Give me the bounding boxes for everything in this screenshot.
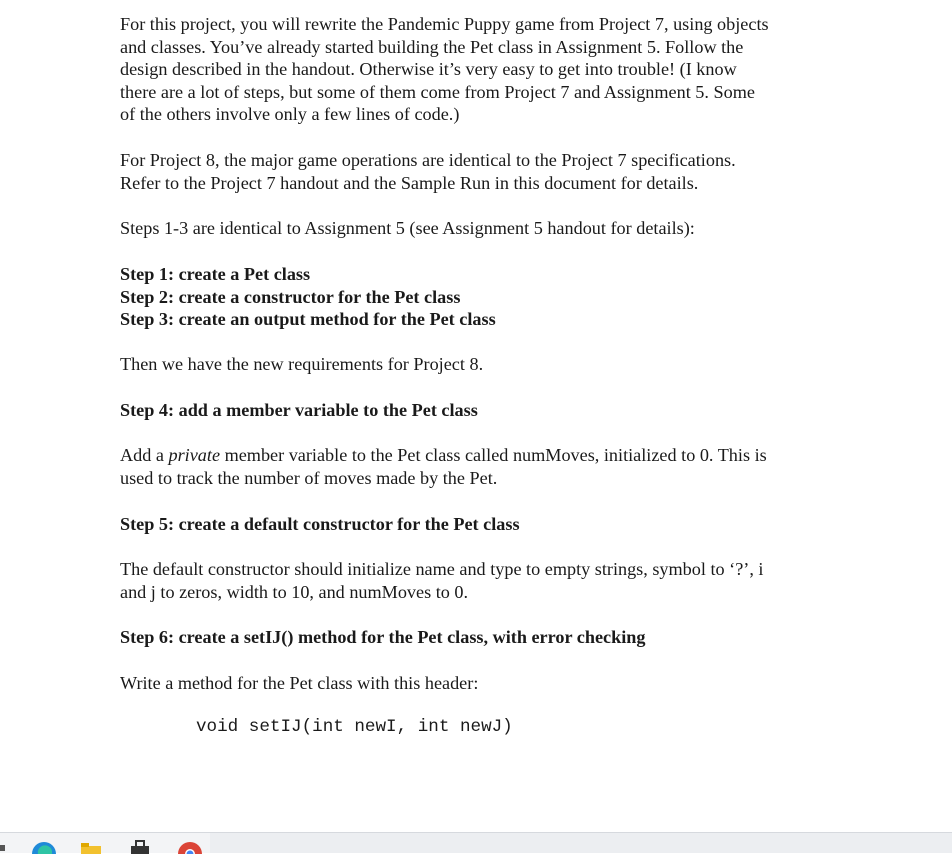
step4-body: Add a private member variable to the Pet class called numMoves, initialized to 0. This is used to track the number of moves made by the Pet. [120,444,830,489]
text-line: used to track the number of moves made by the Pet. [120,467,830,490]
text-line: design described in the handout. Otherwise it’s very easy to get into trouble! (I know [120,58,830,81]
text-line: there are a lot of steps, but some of them come from Project 7 and Assignment 5. Some [120,81,830,104]
step6-heading: Step 6: create a setIJ() method for the Pet class, with error checking [120,626,830,649]
step-heading: Step 3: create an output method for the Pet class [120,308,830,331]
new-requirements-paragraph: Then we have the new requirements for Project 8. [120,353,830,376]
text-line: The default constructor should initialize name and type to empty strings, symbol to ‘?’, i [120,558,830,581]
step6-body: Write a method for the Pet class with this header: [120,672,830,695]
steps-1-3-list [120,263,830,331]
text-line: and j to zeros, width to 10, and numMoves to 0. [120,581,830,604]
code-snippet: void setIJ(int newI, int newJ) [196,717,513,737]
text-line: Refer to the Project 7 handout and the Sample Run in this document for details. [120,172,830,195]
step-heading: Step 2: create a constructor for the Pet class [120,286,830,309]
text-line: For Project 8, the major game operations are identical to the Project 7 specifications. [120,149,830,172]
text-line: For this project, you will rewrite the Pandemic Puppy game from Project 7, using objects [120,13,830,36]
project8-paragraph [120,149,830,194]
taskbar [0,832,952,853]
step5-body [120,558,830,603]
step5-heading: Step 5: create a default constructor for the Pet class [120,513,830,536]
step-heading: Step 1: create a Pet class [120,263,830,286]
text-line: of the others involve only a few lines of code.) [120,103,830,126]
steps-intro-paragraph: Steps 1-3 are identical to Assignment 5 (see Assignment 5 handout for details): [120,217,830,240]
step4-heading: Step 4: add a member variable to the Pet class [120,399,830,422]
emphasis-private: private [169,445,221,465]
text-line: and classes. You’ve already started building the Pet class in Assignment 5. Follow the [120,36,830,59]
intro-paragraph [120,13,830,126]
